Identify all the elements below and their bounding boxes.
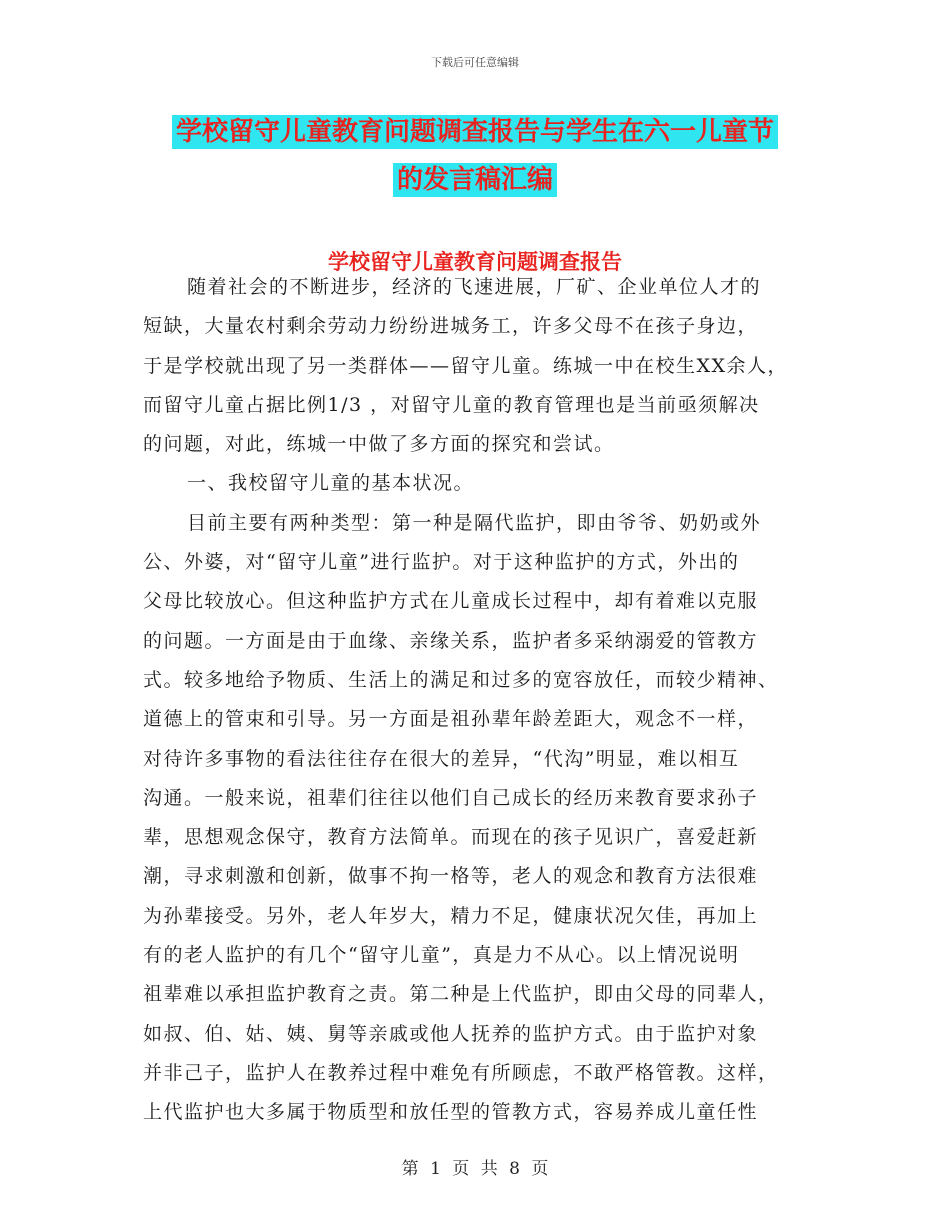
text-line: 潮，寻求刺激和创新，做事不拘一格等，老人的观念和教育方法很难 (143, 865, 759, 888)
text-line: 的问题。一方面是由于血缘、亲缘关系，监护者多采纳溺爱的管教方 (143, 629, 759, 652)
text-line: 目前主要有两种类型：第一种是隔代监护，即由爷爷、奶奶或外 (187, 511, 762, 534)
text-line: 祖辈难以承担监护教育之责。第二种是上代监护，即由父母的同辈人， (143, 983, 779, 1006)
title-line-1: 学校留守儿童教育问题调查报告与学生在六一儿童节 (172, 115, 778, 149)
body-text (143, 268, 813, 1133)
text-line: 一、我校留守儿童的基本状况。 (187, 472, 475, 495)
text-line: 辈，思想观念保守，教育方法简单。而现在的孩子见识广，喜爱赶新 (143, 826, 759, 849)
title-line-2: 的发言稿汇编 (393, 163, 557, 197)
text-line: 而留守儿童占据比例1/3 ，对留守儿童的教育管理也是当前亟须解决 (143, 393, 760, 416)
document-title (0, 108, 950, 204)
section-title: 学校留守儿童教育问题调查报告 (328, 250, 622, 274)
header-note: 下载后可任意编辑 (431, 56, 519, 69)
text-line: 有的老人监护的有几个“留守儿童”，真是力不从心。以上情况说明 (143, 944, 740, 967)
page-footer: 第 1 页 共 8 页 (401, 1159, 549, 1179)
text-line: 如叔、伯、姑、姨、舅等亲戚或他人抚养的监护方式。由于监护对象 (143, 1022, 759, 1045)
text-line: 对待许多事物的看法往往存在很大的差异，“代沟”明显，难以相互 (143, 747, 740, 770)
text-line: 上代监护也大多属于物质型和放任型的管教方式，容易养成儿童任性 (143, 1101, 759, 1124)
text-line: 于是学校就出现了另一类群体——留守儿童。练城一中在校生XX余人， (143, 354, 789, 377)
text-line: 短缺，大量农村剩余劳动力纷纷进城务工，许多父母不在孩子身边， (143, 315, 759, 338)
text-line: 随着社会的不断进步，经济的飞速进展，厂矿、企业单位人才的 (187, 276, 762, 298)
text-line: 沟通。一般来说，祖辈们往往以他们自己成长的经历来教育要求孙子 (143, 786, 759, 809)
text-line: 为孙辈接受。另外，老人年岁大，精力不足，健康状况欠佳，再加上 (143, 904, 759, 927)
text-line: 的问题，对此，练城一中做了多方面的探究和尝试。 (143, 433, 615, 456)
text-line: 父母比较放心。但这种监护方式在儿童成长过程中，却有着难以克服 (143, 590, 759, 613)
text-line: 式。较多地给予物质、生活上的满足和过多的宽容放任，而较少精神、 (143, 668, 779, 691)
text-line: 并非己子，监护人在教养过程中难免有所顾虑，不敢严格管教。这样， (143, 1061, 779, 1084)
text-line: 公、外婆，对“留守儿童”进行监护。对于这种监护的方式，外出的 (143, 551, 740, 574)
text-line: 道德上的管束和引导。另一方面是祖孙辈年龄差距大，观念不一样， (143, 708, 759, 731)
